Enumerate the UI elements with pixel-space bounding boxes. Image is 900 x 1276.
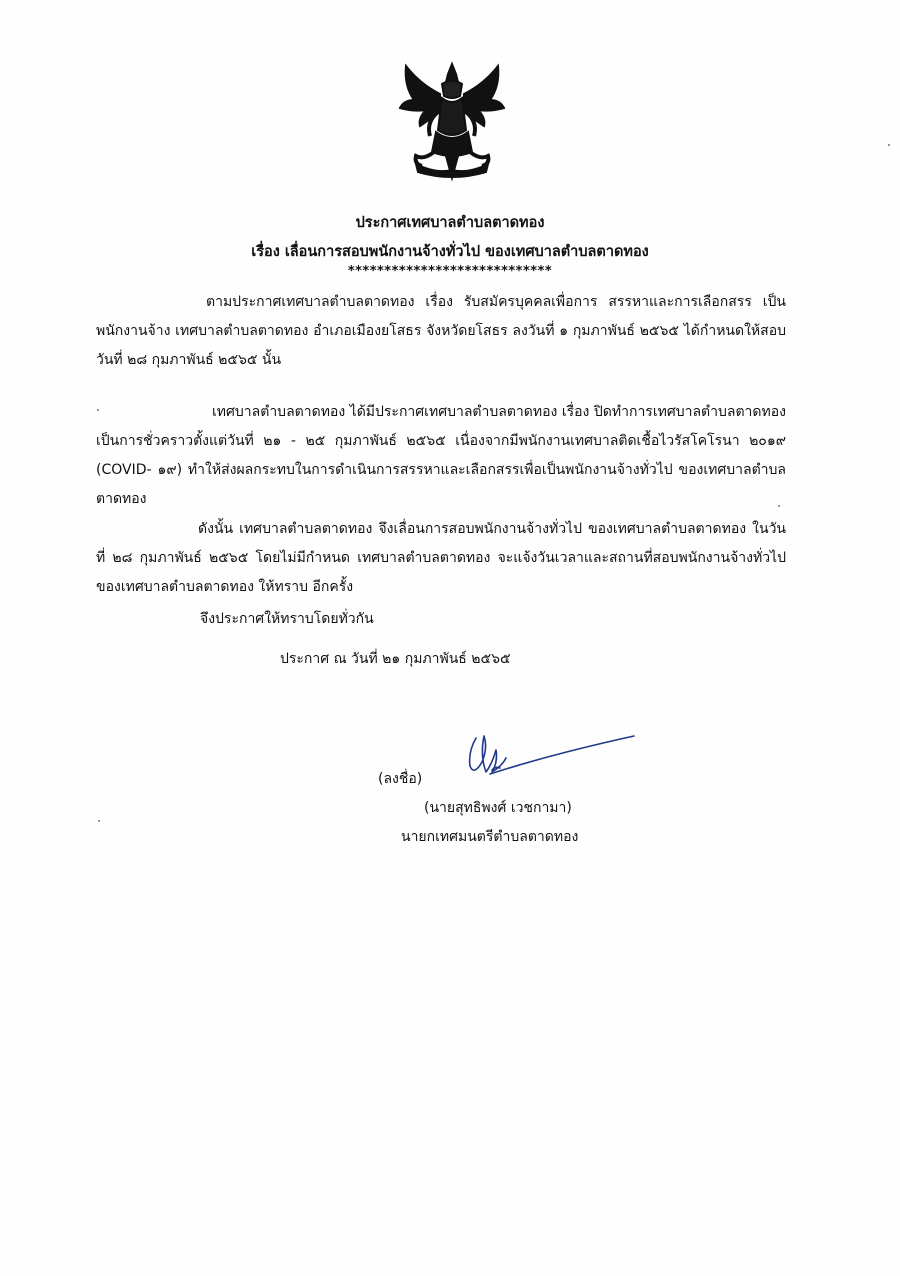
scan-speck [97,409,99,411]
paragraph-2 [96,398,786,514]
paragraph-3-text: ดังนั้น เทศบาลตำบลตาดทอง จึงเลื่อนการสอบพนักงานจ้างทั่วไป ของเทศบาลตำบลตาดทอง ในวันที่ ๒๘ กุมภาพันธ์ ๒๕๖๕ โดยไม่มีกำหนด เทศบาลตำบลตาดทอง จะแจ้งวันเวลาและสถานที่สอบพนักงานจ้างทั่วไป ของเทศบาลตำบลตาดทอง ให้ทราบ อีกครั้ง [96,521,786,595]
paragraph-3 [96,515,786,602]
announcement-subject: เรื่อง เลื่อนการสอบพนักงานจ้างทั่วไป ของเทศบาลตำบลตาดทอง [251,244,649,260]
scan-speck [98,820,100,822]
scan-speck [778,505,780,507]
paragraph-1 [96,288,786,375]
paragraph-1-text: ตามประกาศเทศบาลตำบลตาดทอง เรื่อง รับสมัครบุคคลเพื่อการ สรรหาและการเลือกสรร เป็นพนักงานจ้าง เทศบาลตำบลตาดทอง อำเภอเมืองยโสธร จังหวัดยโสธร ลงวันที่ ๑ กุมภาพันธ์ ๒๕๖๕ ได้กำหนดให้สอบวันที่ ๒๘ กุมภาพันธ์ ๒๕๖๕ นั้น [96,294,786,368]
handwritten-signature [462,728,642,788]
scan-speck [888,144,890,146]
signature-label: (ลงชื่อ) [378,771,423,787]
announcement-title: ประกาศเทศบาลตำบลตาดทอง [355,215,545,231]
closing-statement: จึงประกาศให้ทราบโดยทั่วกัน [200,611,374,627]
garuda-emblem-icon [396,60,508,182]
title-separator: **************************** [347,264,553,279]
signer-name: (นายสุทธิพงศ์ เวชกามา) [424,800,572,816]
announcement-date: ประกาศ ณ วันที่ ๒๑ กุมภาพันธ์ ๒๕๖๕ [280,651,511,667]
paragraph-2-text: เทศบาลตำบลตาดทอง ได้มีประกาศเทศบาลตำบลตาดทอง เรื่อง ปิดทำการเทศบาลตำบลตาดทองเป็นการชั่วคราวตั้งแต่วันที่ ๒๑ - ๒๕ กุมภาพันธ์ ๒๕๖๕ เนื่องจากมีพนักงานเทศบาลติดเชื้อไวรัสโคโรนา ๒๐๑๙ (COVID- ๑๙) ทำให้ส่งผลกระทบในการดำเนินการสรรหาและเลือกสรรเพื่อเป็นพนักงานจ้างทั่วไป ของเทศบาลตำบลตาดทอง [96,404,786,507]
signer-position: นายกเทศมนตรีตำบลตาดทอง [401,829,579,845]
